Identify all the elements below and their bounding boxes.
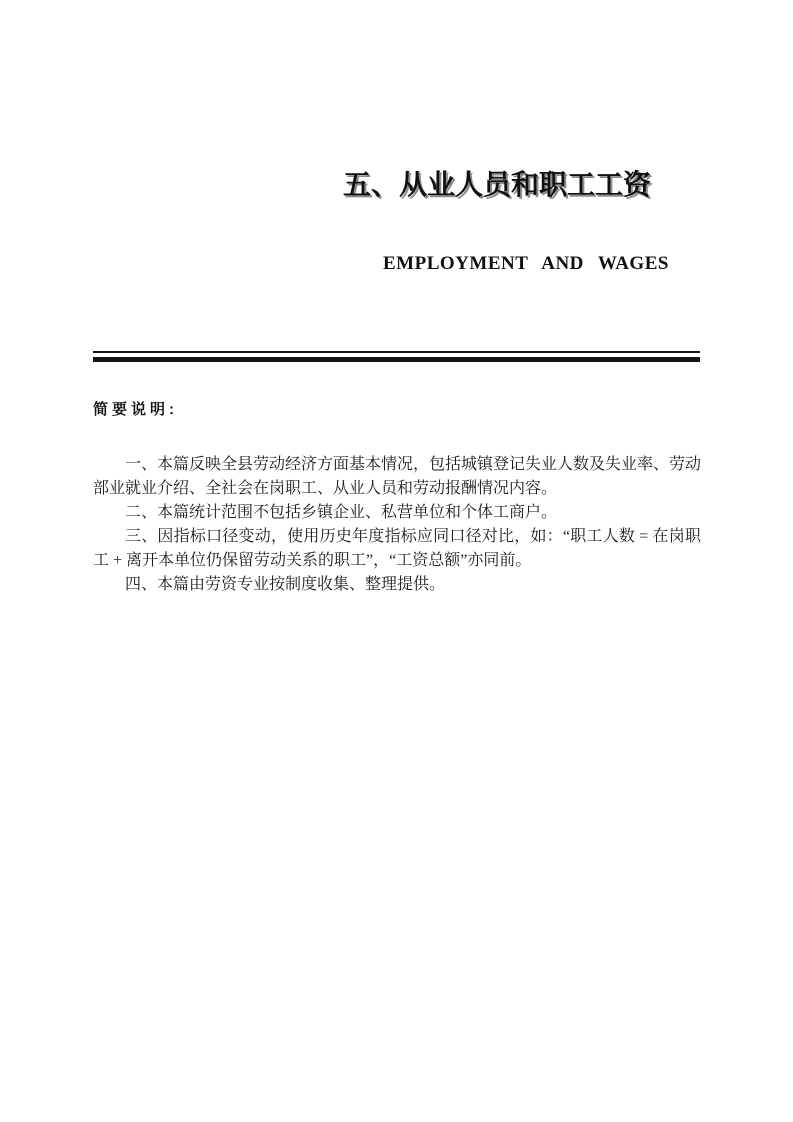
note-paragraph-1: 一、本篇反映全县劳动经济方面基本情况，包括城镇登记失业人数及失业率、劳动部业就业介绍、全社会在岗职工、从业人员和劳动报酬情况内容。: [93, 456, 702, 497]
section-divider: [93, 351, 700, 362]
note-paragraph-2: 二、本篇统计范围不包括乡镇企业、私营单位和个体工商户。: [125, 504, 558, 521]
chapter-title: 五、从业人员和职工工资: [343, 170, 652, 201]
note-paragraph-4: 四、本篇由劳资专业按制度收集、整理提供。: [125, 576, 446, 593]
divider-thin-rule: [93, 351, 700, 353]
chapter-title-english: EMPLOYMENT AND WAGES: [383, 253, 669, 274]
brief-notes-heading: 简要说明:: [93, 401, 178, 418]
brief-notes-section: [93, 453, 701, 597]
note-paragraph-3: 三、因指标口径变动，使用历史年度指标应同口径对比，如：“职工人数 = 在岗职工 + 离开本单位仍保留劳动关系的职工”，“工资总额”亦同前。: [93, 528, 701, 569]
divider-thick-rule: [93, 357, 700, 362]
